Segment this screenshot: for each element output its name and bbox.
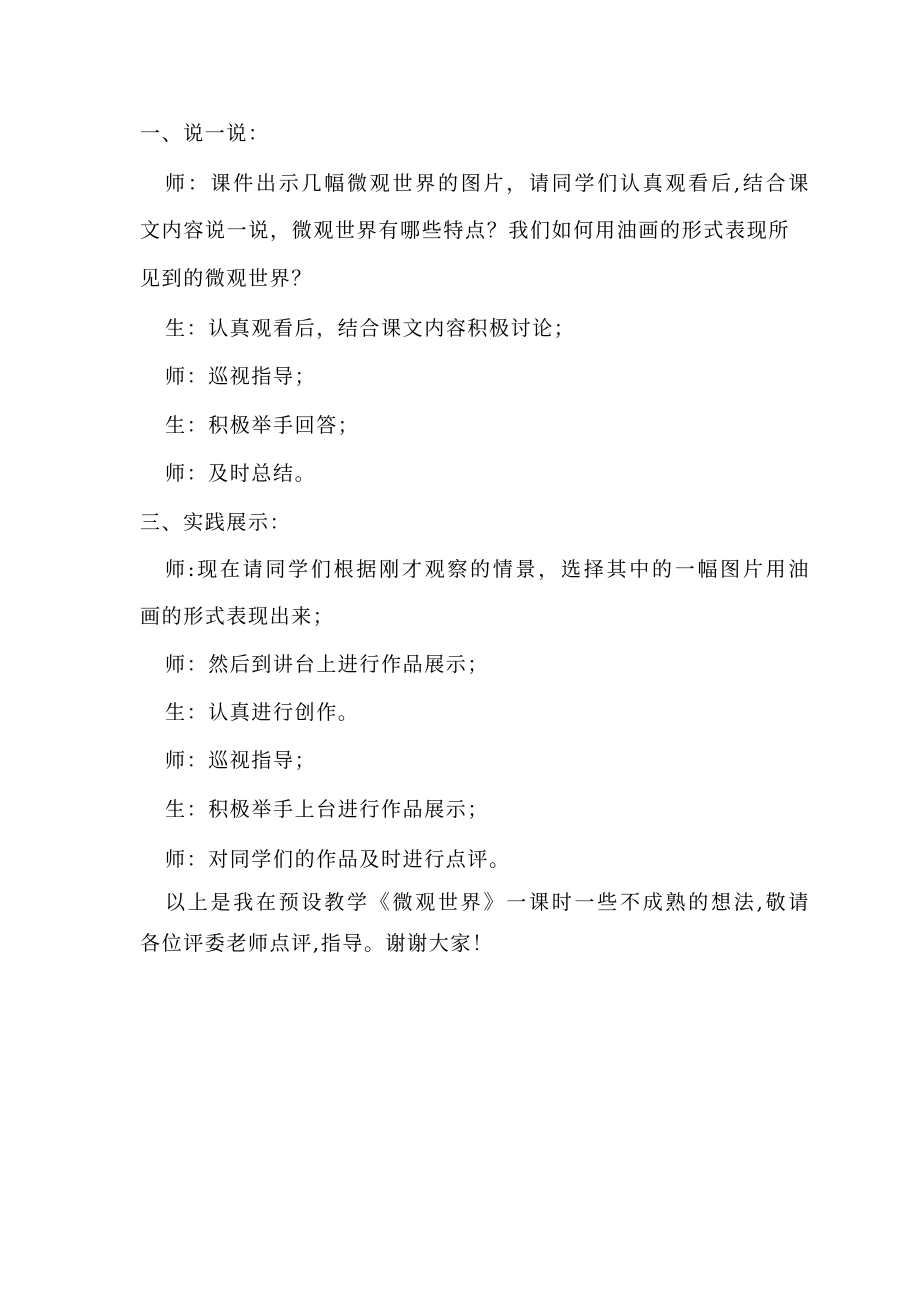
section-heading-3: 三、实践展示：: [140, 510, 292, 534]
dialogue-line: 生：积极举手上台进行作品展示；: [165, 797, 489, 821]
dialogue-line: 师：巡视指导；: [165, 364, 317, 388]
paragraph-line: 师：课件出示几幅微观世界的图片，请同学们认真观看后,结合课: [165, 171, 810, 195]
closing-line: 以上是我在预设教学《微观世界》一课时一些不成熟的想法,敬请: [165, 890, 810, 914]
dialogue-line: 师：巡视指导；: [165, 748, 317, 772]
closing-line: 各位评委老师点评,指导。谢谢大家！: [140, 931, 494, 955]
section-heading-1: 一、说一说：: [140, 121, 270, 145]
dialogue-line: 生：积极举手回答；: [165, 413, 360, 437]
dialogue-line: 师：对同学们的作品及时进行点评。: [165, 847, 511, 871]
dialogue-line: 生：认真进行创作。: [165, 700, 360, 724]
paragraph-line: 见到的微观世界？: [140, 266, 313, 290]
paragraph-line: 师:现在请同学们根据刚才观察的情景，选择其中的一幅图片用油: [165, 557, 810, 581]
dialogue-line: 生：认真观看后，结合课文内容积极讨论；: [165, 316, 576, 340]
paragraph-line: 画的形式表现出来；: [140, 604, 335, 628]
dialogue-line: 师：及时总结。: [165, 461, 317, 485]
dialogue-line: 师：然后到讲台上进行作品展示；: [165, 652, 489, 676]
paragraph-line: 文内容说一说，微观世界有哪些特点？我们如何用油画的形式表现所: [140, 218, 790, 242]
